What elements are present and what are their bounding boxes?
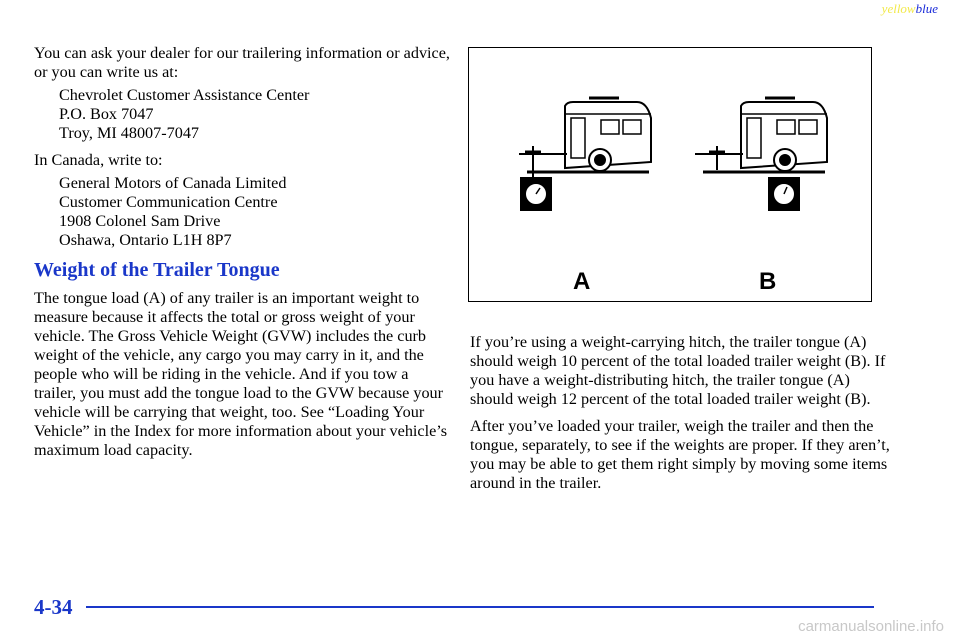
watermark: carmanualsonline.info xyxy=(798,618,944,635)
trailer-weighing-figure xyxy=(468,47,872,302)
right-column xyxy=(470,333,890,493)
address-line: 1908 Colonel Sam Drive xyxy=(59,212,221,230)
canada-address xyxy=(34,174,454,250)
figure-label-b: B xyxy=(759,268,777,295)
section-heading: Weight of the Trailer Tongue xyxy=(34,259,280,281)
figure-label-a: A xyxy=(573,268,591,295)
address-line: Chevrolet Customer Assistance Center xyxy=(59,86,310,104)
color-marker xyxy=(882,1,938,17)
address-line: Oshawa, Ontario L1H 8P7 xyxy=(59,231,232,249)
address-line: Customer Communication Centre xyxy=(59,193,278,211)
body-text: The tongue load (A) of any trailer is an important weight to measure because it affects the total or gross weight of your vehicle. The Gross Vehicle Weight (GVW) includes the curb weight of the vehicle, any cargo you may carry in it, and the people who will be riding in the vehicle. And if you tow a trailer, you must add the tongue load to the GVW because your vehicle will be carrying that weight, too. See “Loading Your Vehicle” in the Index for more information about your vehicle’s maximum load capacity. xyxy=(34,289,448,459)
intro-text: You can ask your dealer for our trailering information or advice, or you can write us at: xyxy=(34,44,450,81)
footer-rule xyxy=(86,606,874,608)
marker-yellow: yellow xyxy=(881,1,916,16)
trailer-a-drawing xyxy=(519,98,651,210)
marker-blue: blue xyxy=(915,1,938,16)
page-number: 4-34 xyxy=(34,595,73,619)
address-line: General Motors of Canada Limited xyxy=(59,174,287,192)
address-line: Troy, MI 48007-7047 xyxy=(59,124,200,142)
left-column xyxy=(34,44,454,460)
trailer-illustration xyxy=(469,48,873,303)
trailer-b-drawing xyxy=(695,98,827,210)
us-address xyxy=(34,86,454,143)
canada-intro: In Canada, write to: xyxy=(34,151,163,169)
address-line: P.O. Box 7047 xyxy=(59,105,154,123)
body-text: After you’ve loaded your trailer, weigh the trailer and then the tongue, separately, to see if the weights are proper. If they aren’t, you may be able to get them right simply by moving some items around in the trailer. xyxy=(470,417,890,492)
body-text: If you’re using a weight-carrying hitch, the trailer tongue (A) should weigh 10 percent of the total loaded trailer weight (B). If you have a weight-distributing hitch, the trailer tongue (A) should weigh 12 percent of the total loaded trailer weight (B). xyxy=(470,333,886,408)
